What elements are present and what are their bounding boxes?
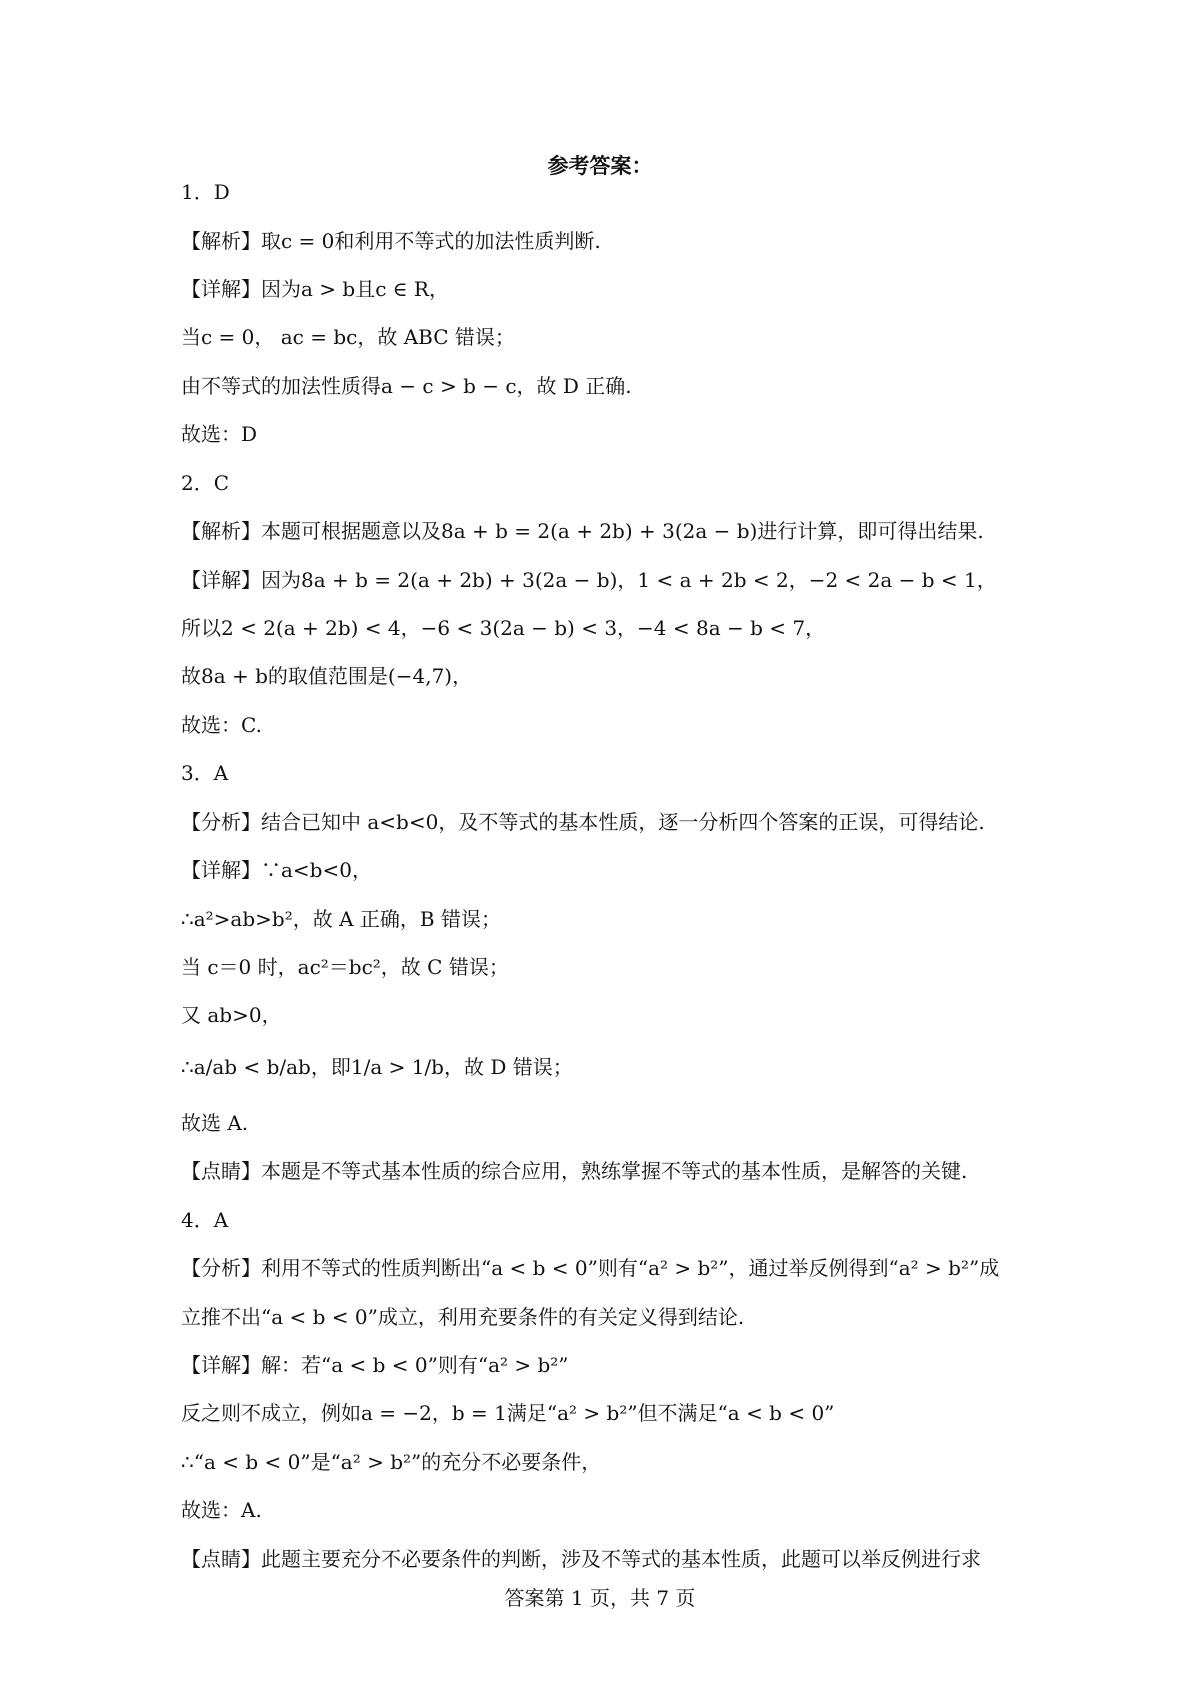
answer-4-detail-line: 反之则不成立，例如a = −2，b = 1满足“a² > b²”但不满足“a < b < 0” bbox=[181, 1401, 835, 1425]
answer-3-detail: 【详解】∵a<b<0， bbox=[181, 858, 372, 882]
answer-1-detail-line: 由不等式的加法性质得a − c > b − c，故 D 正确. bbox=[181, 374, 632, 398]
answer-1-analysis: 【解析】取c = 0和利用不等式的加法性质判断. bbox=[181, 229, 601, 253]
answer-2-analysis: 【解析】本题可根据题意以及8a + b = 2(a + 2b) + 3(2a − b)进行计算，即可得出结果. bbox=[181, 519, 984, 543]
answer-3-detail-line: ∴a²>ab>b²，故 A 正确，B 错误； bbox=[181, 907, 501, 931]
answer-3-heading: 3．A bbox=[181, 761, 229, 785]
answer-4-analysis: 【分析】利用不等式的性质判断出“a < b < 0”则有“a² > b²”，通过举反例得到“a² > b²”成 bbox=[181, 1256, 1000, 1280]
answer-1-choice: 故选：D bbox=[181, 422, 258, 446]
answer-4-detail: 【详解】解：若“a < b < 0”则有“a² > b²” bbox=[181, 1353, 569, 1377]
answer-1-detail: 【详解】因为a > b且c ∈ R， bbox=[181, 277, 449, 301]
answer-3-analysis: 【分析】结合已知中 a<b<0，及不等式的基本性质，逐一分析四个答案的正误，可得结论. bbox=[181, 810, 985, 834]
answer-3-detail-line: 又 ab>0， bbox=[181, 1003, 282, 1027]
answer-4-heading: 4．A bbox=[181, 1208, 229, 1232]
answer-3-detail-line: ∴a/ab < b/ab，即1/a > 1/b，故 D 错误； bbox=[181, 1055, 573, 1079]
page-footer: 答案第 1 页，共 7 页 bbox=[504, 1586, 696, 1610]
answer-3-comment: 【点睛】本题是不等式基本性质的综合应用，熟练掌握不等式的基本性质，是解答的关键. bbox=[181, 1159, 968, 1183]
answer-1-detail-line: 当c = 0， ac = bc，故 ABC 错误； bbox=[181, 325, 515, 349]
answer-4-detail-line: ∴“a < b < 0”是“a² > b²”的充分不必要条件， bbox=[181, 1450, 602, 1474]
answer-2-detail: 【详解】因为8a + b = 2(a + 2b) + 3(2a − b)，1 < a + 2b < 2，−2 < 2a − b < 1， bbox=[181, 568, 997, 592]
answer-1-heading: 1．D bbox=[181, 180, 230, 204]
answer-2-heading: 2．C bbox=[181, 471, 230, 495]
answer-2-detail-line: 所以2 < 2(a + 2b) < 4，−6 < 3(2a − b) < 3，−4 < 8a − b < 7， bbox=[181, 616, 826, 640]
answer-4-choice: 故选：A. bbox=[181, 1498, 262, 1522]
answer-4-comment: 【点睛】此题主要充分不必要条件的判断，涉及不等式的基本性质，此题可以举反例进行求 bbox=[181, 1547, 981, 1571]
answer-2-detail-line: 故8a + b的取值范围是(−4,7)， bbox=[181, 664, 473, 688]
answer-3-choice: 故选 A. bbox=[181, 1111, 249, 1135]
answer-4-analysis-line: 立推不出“a < b < 0”成立，利用充要条件的有关定义得到结论. bbox=[181, 1305, 745, 1329]
answer-2-choice: 故选：C. bbox=[181, 713, 262, 737]
answer-3-detail-line: 当 c＝0 时，ac²＝bc²，故 C 错误； bbox=[181, 955, 509, 979]
page-title: 参考答案： bbox=[547, 153, 653, 178]
